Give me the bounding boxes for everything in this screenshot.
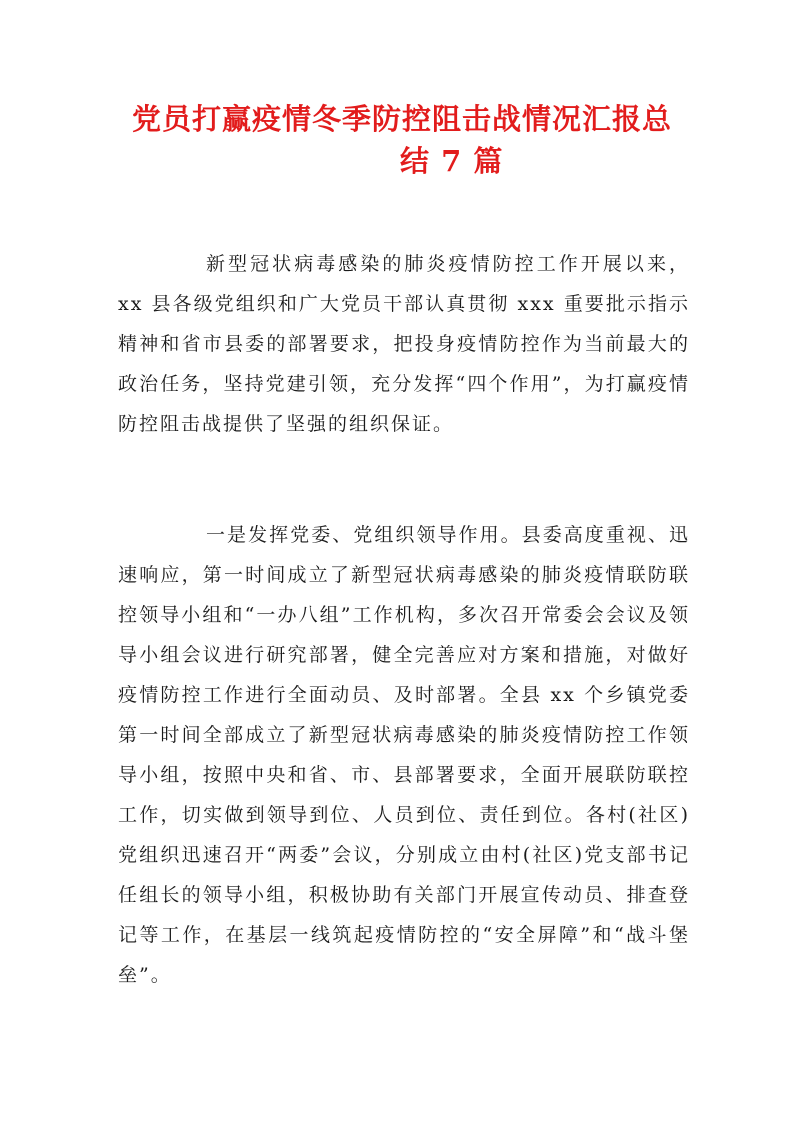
document-title	[100, 98, 700, 182]
body-paragraph-intro: 新型冠状病毒感染的肺炎疫情防控工作开展以来，xx 县各级党组织和广大党员干部认真贯彻 xxx 重要批示指示精神和省市县委的部署要求，把投身疫情防控作为当前最大的政治任务，坚持党建引领，充分发挥“四个作用”，为打赢疫情防控阻击战提供了坚强的组织保证。	[118, 253, 690, 435]
title-line-2: 结 7 篇	[400, 144, 504, 178]
title-line-1: 党员打赢疫情冬季防控阻击战情况汇报总	[132, 102, 673, 136]
body-paragraph-section-one: 一是发挥党委、党组织领导作用。县委高度重视、迅速响应，第一时间成立了新型冠状病毒感染的肺炎疫情联防联控领导小组和“一办八组”工作机构，多次召开常委会会议及领导小组会议进行研究部署，健全完善应对方案和措施，对做好疫情防控工作进行全面动员、及时部署。全县 xx 个乡镇党委第一时间全部成立了新型冠状病毒感染的肺炎疫情防控工作领导小组，按照中央和省、市、县部署要求，全面开展联防联控工作，切实做到领导到位、人员到位、责任到位。各村(社区)党组织迅速召开“两委”会议，分别成立由村(社区)党支部书记任组长的领导小组，积极协助有关部门开展宣传动员、排查登记等工作，在基层一线筑起疫情防控的“安全屏障”和“战斗堡垒”。	[118, 524, 690, 986]
